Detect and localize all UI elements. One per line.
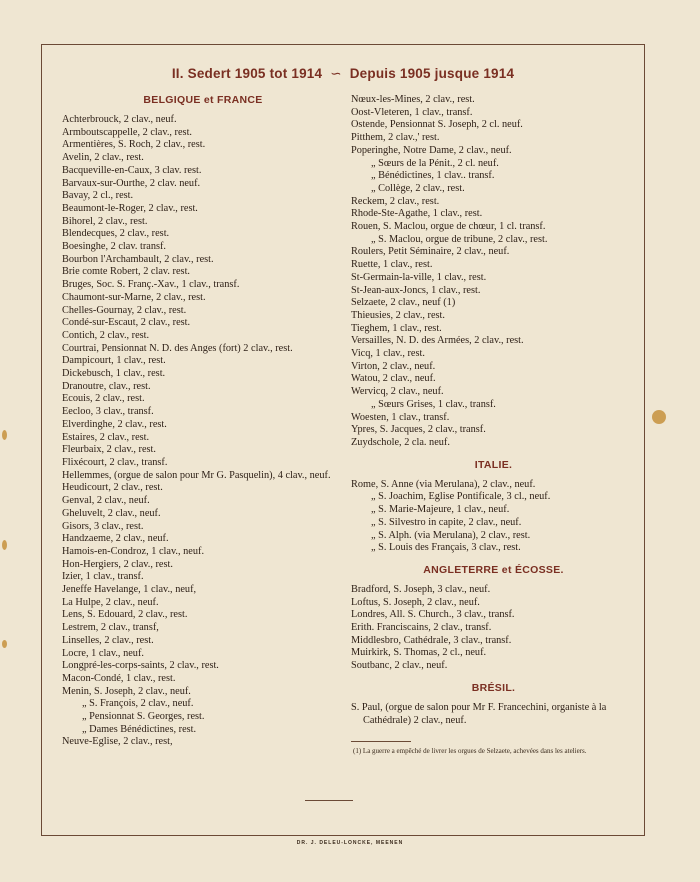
title-separator: ∽ [330, 66, 342, 81]
list-item: Elverdinghe, 2 clav., rest. [62, 418, 167, 430]
list-item: Reckem, 2 clav., rest. [351, 195, 440, 207]
list-item: Watou, 2 clav., neuf. [351, 373, 436, 385]
footnote: (1) La guerre a empêché de livrer les orgues de Selzaete, achevées dans les ateliers. [353, 747, 587, 756]
list-item: Roulers, Petit Séminaire, 2 clav., neuf. [351, 246, 510, 258]
page-title [41, 66, 645, 82]
list-item: Longpré-les-corps-saints, 2 clav., rest. [62, 660, 219, 672]
list-item: Fleurbaix, 2 clav., rest. [62, 444, 156, 456]
list-item: Selzaete, 2 clav., neuf (1) [351, 297, 456, 309]
list-item: „ Sœurs de la Pénit., 2 cl. neuf. [371, 157, 499, 169]
list-item: Virton, 2 clav., neuf. [351, 360, 436, 372]
list-item: „ S. Silvestro in capite, 2 clav., neuf. [371, 516, 522, 528]
list-item: Courtrai, Pensionnat N. D. des Anges (fort) 2 clav., rest. [62, 342, 293, 354]
paper-stain [2, 430, 7, 440]
list-item: Avelin, 2 clav., rest. [62, 152, 144, 164]
list-item: Hellemmes, (orgue de salon pour Mr G. Pasquelin), 4 clav., neuf. [62, 469, 331, 481]
list-item: Erith. Franciscains, 2 clav., transf. [351, 622, 492, 634]
list-item: Ecouis, 2 clav., rest. [62, 393, 145, 405]
left-column [62, 94, 344, 749]
list-item: Hon-Hergiers, 2 clav., rest. [62, 558, 173, 570]
bresil-list [351, 702, 636, 727]
list-item: Bihorel, 2 clav., rest. [62, 215, 148, 227]
section-heading-italie: ITALIE. [474, 458, 513, 471]
list-item: Lestrem, 2 clav., transf, [62, 622, 159, 634]
list-item: „ Pensionnat S. Georges, rest. [82, 711, 205, 723]
list-item: Dranoutre, clav., rest. [62, 380, 151, 392]
closing-rule [305, 800, 353, 801]
right-column [351, 94, 636, 756]
angleterre-list [351, 584, 636, 673]
list-item: Pitthem, 2 clav.,' rest. [351, 132, 440, 144]
list-item: Menin, S. Joseph, 2 clav., neuf. [62, 685, 191, 697]
list-item: „ Collège, 2 clav., rest. [371, 182, 465, 194]
list-item: Poperinghe, Notre Dame, 2 clav., neuf. [351, 144, 512, 156]
list-item: Bacqueville-en-Caux, 3 clav. rest. [62, 164, 202, 176]
list-item: Locre, 1 clav., neuf. [62, 647, 144, 659]
list-item: „ Sœurs Grises, 1 clav., transf. [371, 398, 496, 410]
list-item: Neuve-Eglise, 2 clav., rest, [62, 736, 173, 748]
list-item: „ S. Louis des Français, 3 clav., rest. [371, 542, 521, 554]
list-item: Dickebusch, 1 clav., rest. [62, 368, 166, 380]
list-item: Macon-Condé, 1 clav., rest. [62, 672, 176, 684]
printer-imprint: DR. J. DELEU-LONCKE, MEENEN [296, 840, 404, 846]
belgique-list-continued [351, 94, 636, 450]
footnote-rule [351, 741, 411, 742]
list-item: Condé-sur-Escaut, 2 clav., rest. [62, 317, 191, 329]
list-item: Gheluvelt, 2 clav., neuf. [62, 507, 161, 519]
paper-stain [2, 540, 7, 550]
list-item: „ S. Joachim, Eglise Pontificale, 3 cl., neuf. [371, 491, 551, 503]
list-item: Oost-Vleteren, 1 clav., transf. [351, 106, 473, 118]
list-item: Izier, 1 clav., transf. [62, 571, 144, 583]
list-item: Woesten, 1 clav., transf. [351, 411, 450, 423]
list-item: St-Jean-aux-Joncs, 1 clav., rest. [351, 284, 481, 296]
list-item: „ S. Maclou, orgue de tribune, 2 clav., rest. [371, 233, 548, 245]
list-item: Bruges, Soc. S. Franç.-Xav., 1 clav., transf. [62, 279, 240, 291]
list-item: Thieusies, 2 clav., rest. [351, 309, 445, 321]
list-item: Chaumont-sur-Marne, 2 clav., rest. [62, 291, 206, 303]
list-item: Flixécourt, 2 clav., transf. [62, 456, 168, 468]
list-item: Bradford, S. Joseph, 3 clav., neuf. [351, 583, 491, 595]
list-item: „ Dames Bénédictines, rest. [82, 723, 197, 735]
list-item: Ruette, 1 clav., rest. [351, 259, 433, 271]
list-item: Soutbanc, 2 clav., neuf. [351, 660, 448, 672]
list-item: La Hulpe, 2 clav., neuf. [62, 596, 159, 608]
section-heading-bresil: BRÉSIL. [471, 681, 516, 694]
list-item: Middlesbro, Cathédrale, 3 clav., transf. [351, 634, 512, 646]
list-item: Wervicq, 2 clav., neuf. [351, 386, 444, 398]
list-item: S. Paul, (orgue de salon pour Mr F. Francechini, organiste à la Cathédrale) 2 clav., neuf. [351, 701, 607, 726]
list-item: Brie comte Robert, 2 clav. rest. [62, 266, 191, 278]
list-item: Armboutscappelle, 2 clav., rest. [62, 126, 193, 138]
list-item: Tieghem, 1 clav., rest. [351, 322, 442, 334]
list-item: Ostende, Pensionnat S. Joseph, 2 cl. neuf. [351, 119, 523, 131]
list-item: Versailles, N. D. des Armées, 2 clav., rest. [351, 335, 524, 347]
title-french: Depuis 1905 jusque 1914 [349, 66, 515, 81]
list-item: Eecloo, 3 clav., transf. [62, 406, 154, 418]
list-item: Ypres, S. Jacques, 2 clav., transf. [351, 424, 486, 436]
list-item: St-Germain-la-ville, 1 clav., rest. [351, 271, 487, 283]
italie-list [351, 479, 636, 555]
list-item: Barvaux-sur-Ourthe, 2 clav. neuf. [62, 177, 201, 189]
list-item: Estaires, 2 clav., rest. [62, 431, 150, 443]
list-item: Genval, 2 clav., neuf. [62, 495, 150, 507]
list-item: Jeneffe Havelange, 1 clav., neuf, [62, 584, 197, 596]
list-item: Nœux-les-Mines, 2 clav., rest. [351, 94, 475, 105]
list-item: Handzaeme, 2 clav., neuf. [62, 533, 169, 545]
list-item: Dampicourt, 1 clav., rest. [62, 355, 166, 367]
section-heading-belgique: BELGIQUE et FRANCE [143, 94, 263, 106]
list-item: Boesinghe, 2 clav. transf. [62, 241, 166, 253]
list-item: Linselles, 2 clav., rest. [62, 634, 154, 646]
list-item: Blendecques, 2 clav., rest. [62, 228, 170, 240]
section-heading-angleterre: ANGLETERRE et ÉCOSSE. [423, 563, 564, 576]
list-item: Zuydschole, 2 cla. neuf. [351, 436, 450, 448]
list-item: Lens, S. Edouard, 2 clav., rest. [62, 609, 188, 621]
list-item: „ S. François, 2 clav., neuf. [82, 698, 194, 710]
list-item: Bavay, 2 cl., rest. [62, 190, 134, 202]
list-item: Contich, 2 clav., rest. [62, 329, 150, 341]
paper-stain [652, 410, 666, 424]
list-item: „ S. Marie-Majeure, 1 clav., neuf. [371, 504, 510, 516]
list-item: „ Bénédictines, 1 clav.. transf. [371, 170, 495, 182]
list-item: Hamois-en-Condroz, 1 clav., neuf. [62, 545, 205, 557]
list-item: Achterbrouck, 2 clav., neuf. [62, 114, 177, 125]
list-item: Londres, All. S. Church., 3 clav., transf. [351, 609, 515, 621]
title-dutch: II. Sedert 1905 tot 1914 [171, 66, 323, 81]
list-item: Rouen, S. Maclou, orgue de chœur, 1 cl. transf. [351, 221, 546, 233]
paper-stain [2, 640, 7, 648]
belgique-list [62, 114, 344, 749]
list-item: Muirkirk, S. Thomas, 2 cl., neuf. [351, 647, 487, 659]
list-item: Loftus, S. Joseph, 2 clav., neuf. [351, 596, 480, 608]
list-item: Chelles-Gournay, 2 clav., rest. [62, 304, 187, 316]
list-item: Beaumont-le-Roger, 2 clav., rest. [62, 202, 198, 214]
list-item: Vicq, 1 clav., rest. [351, 348, 425, 360]
list-item: „ S. Alph. (via Merulana), 2 clav., rest. [371, 529, 531, 541]
list-item: Bourbon l'Archambault, 2 clav., rest. [62, 253, 214, 265]
list-item: Gisors, 3 clav., rest. [62, 520, 144, 532]
list-item: Rome, S. Anne (via Merulana), 2 clav., neuf. [351, 478, 536, 490]
list-item: Armentières, S. Roch, 2 clav., rest. [62, 139, 206, 151]
list-item: Heudicourt, 2 clav., rest. [62, 482, 163, 494]
list-item: Rhode-Ste-Agathe, 1 clav., rest. [351, 208, 483, 220]
